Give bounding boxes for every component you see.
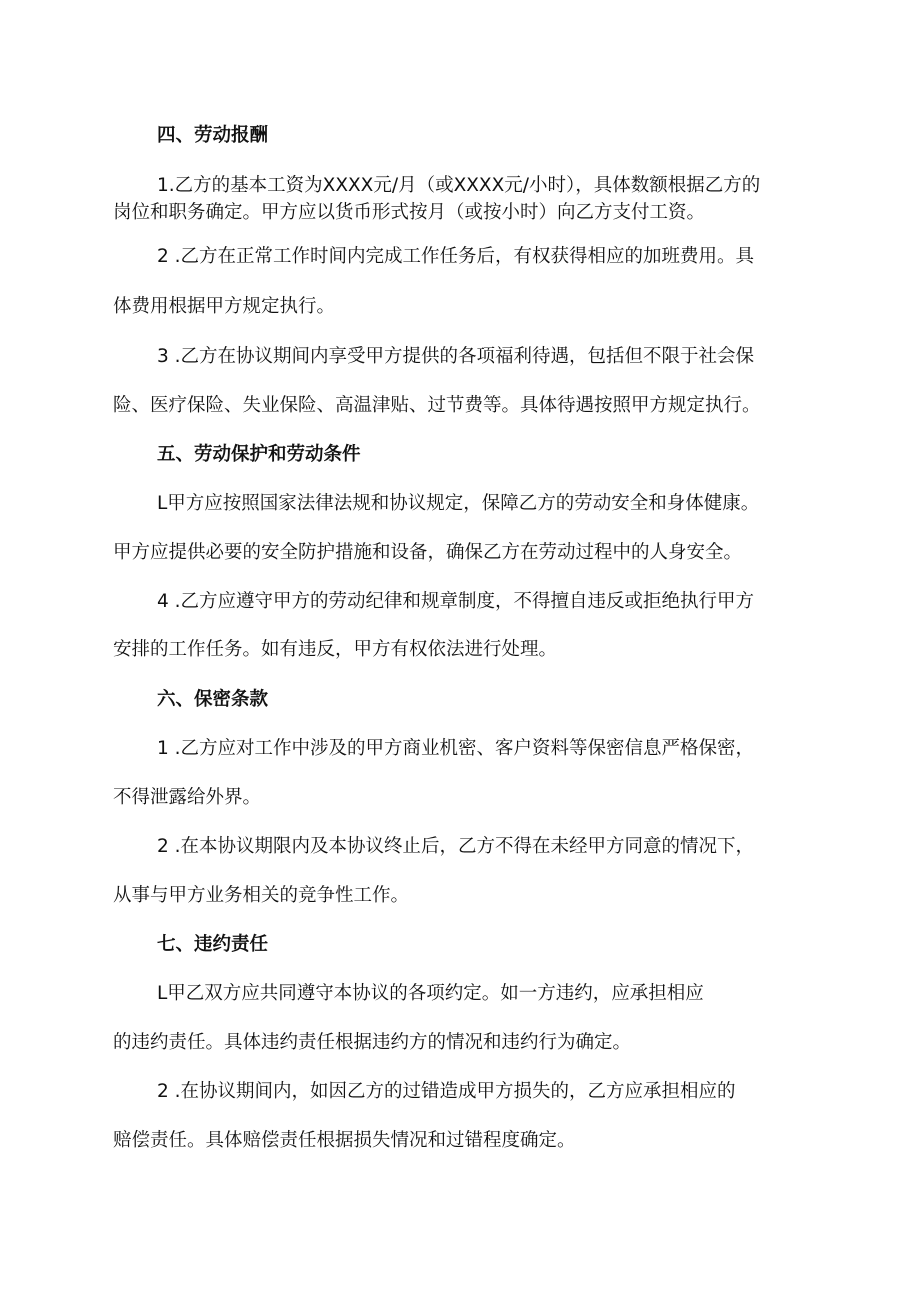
paragraph-line: 3 .乙方在协议期间内享受甲方提供的各项福利待遇，包括但不限于社会保 xyxy=(157,346,755,367)
paragraph-line: 甲方应提供必要的安全防护措施和设备，确保乙方在劳动过程中的人身安全。 xyxy=(113,542,743,563)
section-heading: 七、违约责任 xyxy=(157,934,269,955)
section-heading: 六、保密条款 xyxy=(157,689,269,710)
paragraph-line: L甲方应按照国家法律法规和协议规定，保障乙方的劳动安全和身体健康。 xyxy=(157,493,760,514)
paragraph-line: 从事与甲方业务相关的竞争性工作。 xyxy=(113,885,410,906)
paragraph-line: 2 .在协议期间内，如因乙方的过错造成甲方损失的，乙方应承担相应的 xyxy=(157,1081,736,1102)
paragraph-line: 1.乙方的基本工资为XXXX元/月（或XXXX元/小时），具体数额根据乙方的 xyxy=(157,175,761,196)
section-heading: 五、劳动保护和劳动条件 xyxy=(157,444,361,465)
paragraph-line: 2 .乙方在正常工作时间内完成工作任务后，有权获得相应的加班费用。具 xyxy=(157,246,755,267)
paragraph-line: 1 .乙方应对工作中涉及的甲方商业机密、客户资料等保密信息严格保密， xyxy=(157,738,755,759)
paragraph-line: 的违约责任。具体违约责任根据违约方的情况和违约行为确定。 xyxy=(113,1032,632,1053)
paragraph-line: 岗位和职务确定。甲方应以货币形式按月（或按小时）向乙方支付工资。 xyxy=(113,202,706,223)
paragraph-line: L甲乙双方应共同遵守本协议的各项约定。如一方违约，应承担相应 xyxy=(157,983,704,1004)
paragraph-line: 2 .在本协议期限内及本协议终止后，乙方不得在未经甲方同意的情况下， xyxy=(157,836,755,857)
paragraph-line: 体费用根据甲方规定执行。 xyxy=(113,296,336,317)
paragraph-line: 安排的工作任务。如有违反，甲方有权依法进行处理。 xyxy=(113,639,558,660)
paragraph-line: 4 .乙方应遵守甲方的劳动纪律和规章制度，不得擅自违反或拒绝执行甲方 xyxy=(157,591,755,612)
paragraph-line: 赔偿责任。具体赔偿责任根据损失情况和过错程度确定。 xyxy=(113,1130,576,1151)
paragraph-line: 险、医疗保险、失业保险、高温津贴、过节费等。具体待遇按照甲方规定执行。 xyxy=(113,395,761,416)
paragraph-line: 不得泄露给外界。 xyxy=(113,787,262,808)
section-heading: 四、劳动报酬 xyxy=(157,125,269,146)
